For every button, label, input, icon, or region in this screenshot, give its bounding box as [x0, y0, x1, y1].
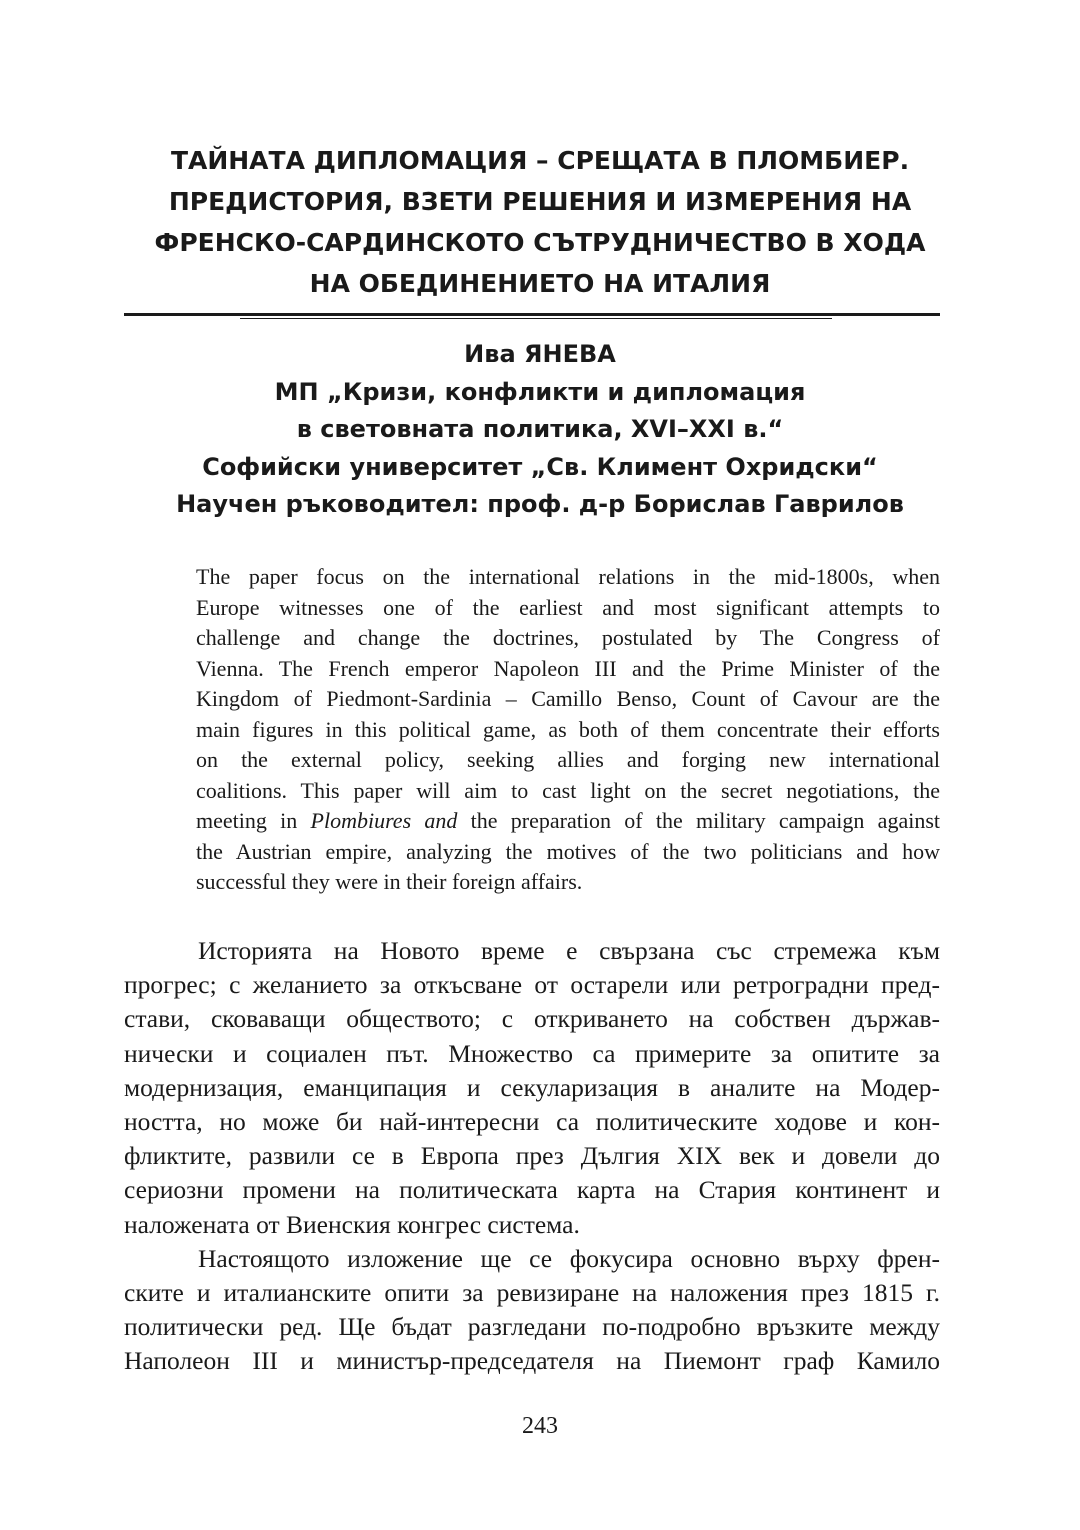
paragraph-line: наложената от Виенския конгрес система. — [124, 1209, 580, 1239]
paragraph-line: стави, сковаващи обществото; с откриването на собствен държав- — [124, 1004, 940, 1034]
paragraph-line: Настоящото изложение ще се фокусира основно върху френ- — [198, 1243, 940, 1273]
author-name: Ива ЯНЕВА — [464, 340, 616, 368]
abstract-line: the Austrian empire, analyzing the motives of the two politicians and how — [196, 838, 940, 864]
title-line: НА ОБЕДИНЕНИЕТО НА ИТАЛИЯ — [309, 269, 771, 298]
abstract-line: The paper focus on the international relations in the mid-1800s, when — [196, 564, 940, 589]
abstract-line: successful they were in their foreign affairs. — [196, 869, 583, 894]
abstract-line: coalitions. This paper will aim to cast light on the secret negotiations, the — [196, 777, 940, 803]
paragraph-line: прогрес; с желанието за откъсване от остарели или ретроградни пред- — [124, 970, 940, 1000]
author-program-cont: в световната политика, XVI–XXI в.“ — [296, 415, 784, 443]
abstract-text: meeting in — [196, 808, 311, 833]
abstract-line: challenge and change the doctrines, postulated by The Congress of — [196, 625, 940, 650]
abstract-line — [196, 806, 940, 837]
paragraph-line: модернизация, еманципация и секуларизация в аналите на Модер- — [124, 1072, 940, 1102]
abstract-line: Vienna. The French emperor Napoleon III and the Prime Minister of the — [196, 655, 940, 681]
author-program: МП „Кризи, конфликти и дипломация — [274, 377, 806, 406]
title-line: ПРЕДИСТОРИЯ, ВЗЕТИ РЕШЕНИЯ И ИЗМЕРЕНИЯ НА — [168, 187, 912, 216]
paragraph-line: фликтите, развили се в Европа през Дългия XIX век и довели до — [124, 1141, 940, 1171]
paragraph-line: ските и италианските опити за ревизиране на наложения през 1815 г. — [124, 1277, 940, 1307]
title-line: ТАЙНАТА ДИПЛОМАЦИЯ – СРЕЩАТА В ПЛОМБИЕР. — [170, 146, 910, 175]
author-block — [110, 336, 970, 524]
abstract-line: Kingdom of Piedmont-Sardinia – Camillo Benso, Count of Cavour are the — [196, 686, 940, 711]
paragraph-line: нически и социален път. Множество са примерите за опитите за — [124, 1038, 940, 1068]
title-line: ФРЕНСКО-САРДИНСКОТО СЪТРУДНИЧЕСТВО В ХОДА — [154, 228, 926, 257]
paragraph-line: политически ред. Ще бъдат разгледани по-подробно връзките между — [124, 1312, 940, 1342]
author-supervisor: Научен ръководител: проф. д-р Борислав Гаврилов — [176, 490, 904, 518]
abstract-line: on the external policy, seeking allies and forging new international — [196, 747, 940, 772]
paragraph-line: ността, но може би най-интересни са политическите ходове и кон- — [124, 1106, 940, 1136]
paragraph-line: Наполеон III и министър-председателя на Пиемонт граф Камило — [124, 1346, 940, 1376]
abstract-line: Europe witnesses one of the earliest and most significant attempts to — [196, 594, 940, 620]
paper-title — [120, 140, 960, 304]
abstract — [196, 562, 940, 898]
abstract-text: the preparation of the military campaign against — [457, 808, 940, 833]
abstract-italic-text: Plombiures and — [310, 808, 458, 833]
body-text — [124, 934, 940, 1378]
title-divider-thin — [240, 318, 832, 319]
title-divider-thick — [124, 313, 940, 316]
author-university: Софийски университет „Св. Климент Охридски“ — [202, 452, 878, 481]
paragraph-line: сериозни промени на политическата карта на Стария континент и — [124, 1175, 940, 1205]
abstract-line: main figures in this political game, as both of them concentrate their efforts — [196, 716, 940, 742]
paragraph-line: Историята на Новото време е свързана със стремежа към — [198, 936, 940, 965]
page-number: 243 — [522, 1413, 558, 1439]
